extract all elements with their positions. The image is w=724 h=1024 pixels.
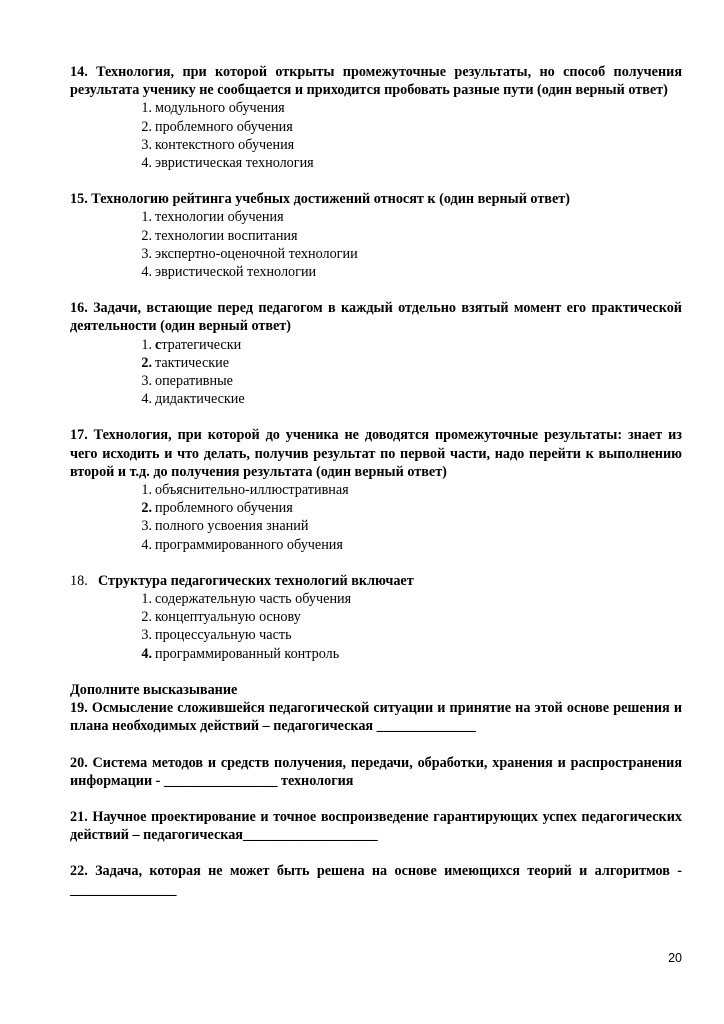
option-number: 4. <box>141 155 152 172</box>
option-number: 2. <box>141 609 152 626</box>
option-text: эвристическая технология <box>155 155 314 172</box>
option-text-bold-letter: с <box>155 336 162 353</box>
option-number: 1. <box>141 100 152 117</box>
option-number: 4. <box>141 536 152 553</box>
option-number: 3. <box>141 136 152 153</box>
option-text: эвристической технологии <box>155 264 317 281</box>
answer-option <box>70 390 682 408</box>
option-text: проблемного обучения <box>155 500 293 517</box>
option-text: процессуальную часть <box>155 627 292 644</box>
answer-option <box>70 626 682 644</box>
option-number: 1. <box>141 482 152 499</box>
answer-option <box>70 154 682 172</box>
answer-option <box>70 645 682 663</box>
option-number: 2. <box>141 354 152 371</box>
question-title-text: Структура педагогических технологий включает <box>98 572 414 589</box>
question-16 <box>70 299 682 408</box>
question-title: 15. Технологию рейтинга учебных достижений относят к (один верный ответ) <box>70 191 570 208</box>
question-title <box>70 572 682 590</box>
option-text: объяснительно-иллюстративная <box>155 482 349 499</box>
fill-in-item-19: 19. Осмысление сложившейся педагогической ситуации и принятие на этой основе решения и плана необходимых действий – педагогическая ______________ <box>70 700 682 735</box>
question-number: 18. <box>70 572 88 589</box>
option-number: 1. <box>141 591 152 608</box>
answer-option <box>70 608 682 626</box>
option-text: концептуальную основу <box>155 609 301 626</box>
option-text: технологии воспитания <box>155 227 298 244</box>
answer-option <box>70 590 682 608</box>
option-text: полного усвоения знаний <box>155 518 309 535</box>
answer-option <box>70 263 682 281</box>
option-number: 4. <box>141 391 152 408</box>
option-text: экспертно-оценочной технологии <box>155 245 358 262</box>
option-number: 3. <box>141 627 152 644</box>
option-number: 2. <box>141 118 152 135</box>
fill-in-item-21: 21. Научное проектирование и точное воспроизведение гарантирующих успех педагогических действий – педагогическая___________________ <box>70 808 682 844</box>
answer-option <box>70 208 682 226</box>
answer-option <box>70 136 682 154</box>
answer-option <box>70 354 682 372</box>
question-14 <box>70 63 682 172</box>
page-number: 20 <box>668 951 682 965</box>
answer-option <box>70 499 682 517</box>
option-text: программированного обучения <box>155 536 343 553</box>
answer-option <box>70 118 682 136</box>
option-number: 1. <box>141 336 152 353</box>
fill-in-section <box>70 681 682 899</box>
option-number: 1. <box>141 209 152 226</box>
option-number: 2. <box>141 500 152 517</box>
question-15 <box>70 190 682 281</box>
option-text: дидактические <box>155 391 245 408</box>
answer-option <box>70 245 682 263</box>
option-text <box>155 337 241 353</box>
option-text: программированный контроль <box>155 645 340 662</box>
answer-options <box>70 208 682 281</box>
option-text: модульного обучения <box>155 100 285 117</box>
answer-options <box>70 336 682 409</box>
answer-options <box>70 99 682 172</box>
option-number: 2. <box>141 227 152 244</box>
option-number: 4. <box>141 264 152 281</box>
question-18 <box>70 572 682 663</box>
fill-in-item-22: 22. Задача, которая не может быть решена на основе имеющихся теорий и алгоритмов -_______________ <box>70 863 682 898</box>
option-number: 3. <box>141 518 152 535</box>
question-title: 16. Задачи, встающие перед педагогом в каждый отдельно взятый момент его практической деятельности (один верный ответ) <box>70 300 682 335</box>
question-17 <box>70 426 682 553</box>
option-number: 3. <box>141 373 152 390</box>
question-title: 17. Технология, при которой до ученика не доводятся промежуточные результаты: знает из чего исходить и что делать, получив результат по первой части, надо перейти к выполнению второй и т.д. до получения результата (один верный ответ) <box>70 427 682 480</box>
section-heading: Дополните высказывание <box>70 681 238 698</box>
fill-in-item-20: 20. Система методов и средств получения, передачи, обработки, хранения и распространения информации - ________________ технология <box>70 754 682 789</box>
answer-option <box>70 336 682 354</box>
option-text: технологии обучения <box>155 209 284 226</box>
answer-options <box>70 590 682 663</box>
answer-options <box>70 481 682 554</box>
option-text: тактические <box>155 354 230 371</box>
option-number: 3. <box>141 245 152 262</box>
option-text-rest: тратегически <box>161 336 242 353</box>
answer-option <box>70 517 682 535</box>
answer-option <box>70 227 682 245</box>
option-text: контекстного обучения <box>155 136 295 153</box>
option-text: проблемного обучения <box>155 118 293 135</box>
question-title: 14. Технология, при которой открыты промежуточные результаты, но способ получения результата ученику не сообщается и приходится пробовать разные пути (один верный ответ) <box>70 64 682 99</box>
option-number: 4. <box>141 645 152 662</box>
answer-option <box>70 481 682 499</box>
document-page <box>70 63 682 899</box>
option-text: содержательную часть обучения <box>155 591 352 608</box>
option-text: оперативные <box>155 373 233 390</box>
answer-option <box>70 536 682 554</box>
answer-option <box>70 99 682 117</box>
answer-option <box>70 372 682 390</box>
